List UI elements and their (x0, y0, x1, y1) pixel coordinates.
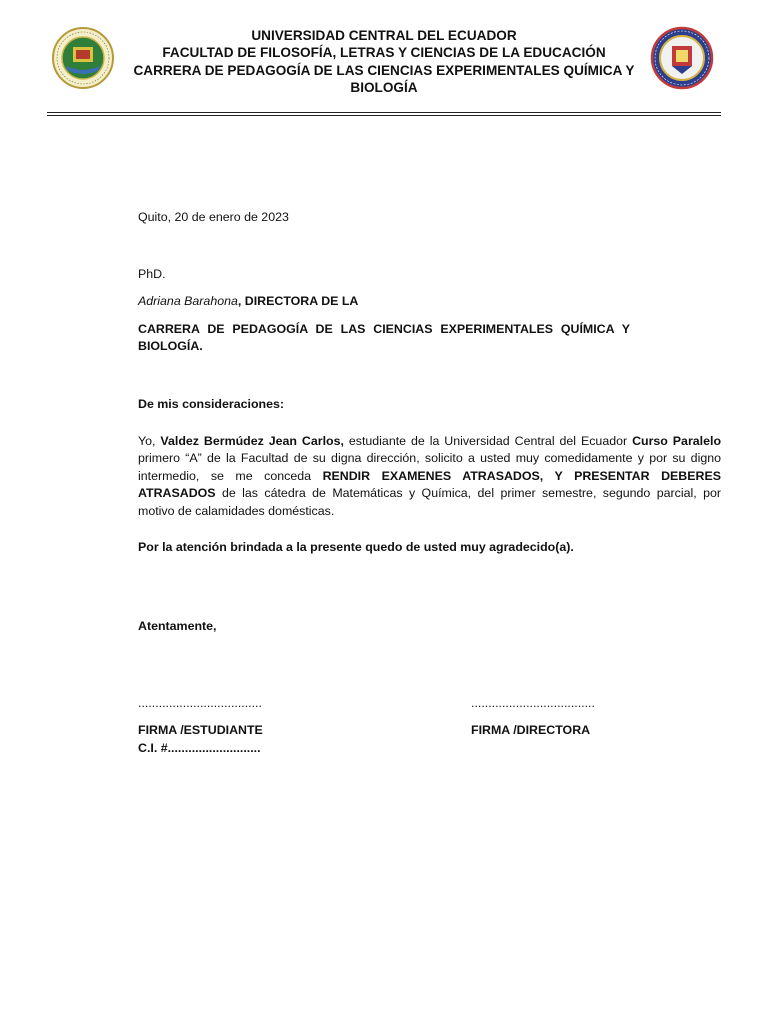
header-divider-secondary (47, 115, 721, 116)
director-signature-label: FIRMA /DIRECTORA (471, 723, 591, 737)
thanks-line: Por la atención brindada a la presente quedo de usted muy agradecido(a). (138, 540, 574, 554)
recipient-title: PhD. (138, 267, 166, 281)
salutation: De mis consideraciones: (138, 397, 284, 411)
request-text: RENDIR EXAMENES ATRASADOS, Y PRESENTAR DEBERES ATRASADOS (138, 468, 721, 501)
course-label: Curso Paralelo (632, 434, 722, 448)
recipient-line (138, 293, 721, 310)
closing: Atentamente, (138, 619, 217, 633)
faculty-seal-icon (650, 26, 714, 90)
recipient-career: CARRERA DE PEDAGOGÍA DE LAS CIENCIAS EXPERIMENTALES QUÍMICA Y BIOLOGÍA. (138, 322, 630, 354)
career-name-cont: BIOLOGÍA (350, 80, 418, 96)
p1-c: primero “A” de la Facultad de su digna dirección, solicito a usted muy comedidamente y por su digno intermedio, se me conceda (138, 451, 721, 483)
letterhead-title (120, 27, 648, 97)
faculty-name: FACULTAD DE FILOSOFÍA, LETRAS Y CIENCIAS DE LA EDUCACIÓN (162, 45, 606, 61)
p1-a: Yo, (138, 434, 161, 448)
p1-b: estudiante de la Universidad Central del Ecuador (343, 434, 633, 448)
p1-d: de las cátedra de Matemáticas y Química, del primer semestre, segundo parcial, por motivo de calamidades domésticas. (138, 486, 721, 518)
student-signature-line: .................................... (138, 696, 262, 710)
header-divider (47, 112, 721, 113)
director-signature-line: .................................... (471, 696, 595, 710)
letterhead (0, 0, 768, 112)
recipient-role: , DIRECTORA DE LA (237, 294, 359, 308)
student-signature-label: FIRMA /ESTUDIANTE (138, 723, 263, 737)
recipient-name: Adriana Barahona (138, 294, 238, 308)
institution-name: UNIVERSIDAD CENTRAL DEL ECUADOR (251, 28, 517, 43)
place-date: Quito, 20 de enero de 2023 (138, 210, 289, 224)
career-name: CARRERA DE PEDAGOGÍA DE LAS CIENCIAS EXPERIMENTALES QUÍMICA Y (133, 62, 635, 78)
request-paragraph (138, 433, 721, 520)
student-name: Valdez Bermúdez Jean Carlos, (160, 434, 344, 448)
university-seal-icon (51, 26, 115, 90)
student-id-line: C.I. #........................... (138, 741, 261, 755)
